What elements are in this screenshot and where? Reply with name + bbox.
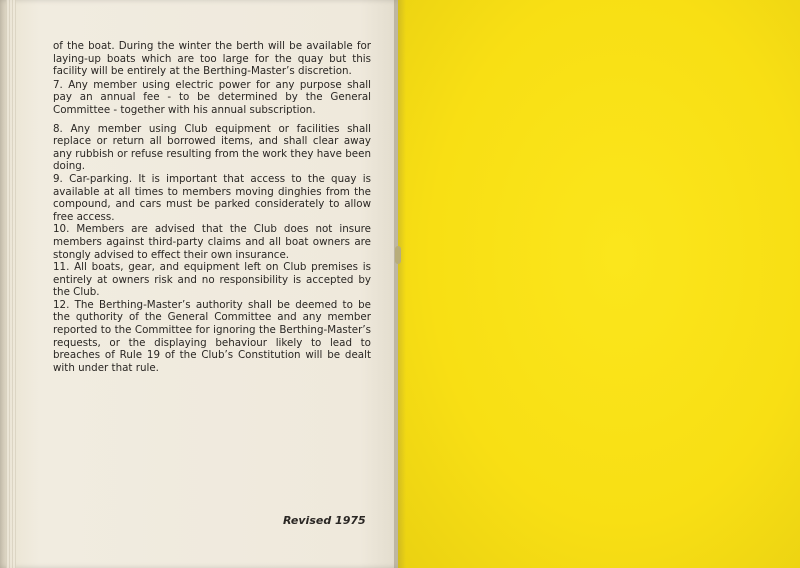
rule-11: 11. All boats, gear, and equipment left on Club premises is entirely at owners risk and no responsibility is accepted by the Club. [53, 261, 371, 299]
left-page [0, 0, 398, 568]
rule-8: 8. Any member using Club equipment or facilities shall replace or return all borrowed items, and shall clear away any rubbish or refuse resulting from the work they have been doing. [53, 122, 371, 173]
rule-12: 12. The Berthing-Master’s authority shall be deemed to be the quthority of the General Committee and any member reported to the Committee for ignoring the Berthing-Master’s requests, or the displaying behaviour likely to lead to breaches of Rule 19 of the Club’s Constitution will be dealt with under that rule. [53, 298, 371, 374]
rule-7: 7. Any member using electric power for any purpose shall pay an annual fee - to be determined by the General Committee - together with his annual subscription. [53, 78, 371, 116]
staple-notch [395, 246, 401, 264]
right-page-yellow-cover [398, 0, 800, 568]
paragraph-continuation: of the boat. During the winter the berth will be available for laying-up boats which are too large for the quay but this facility will be entirely at the Berthing-Master’s discretion. [53, 40, 371, 78]
rule-10: 10. Members are advised that the Club does not insure members against third-party claims and all boat owners are stongly advised to effect their own insurance. [53, 223, 371, 261]
rule-9: 9. Car-parking. It is important that access to the quay is available at all times to members moving dinghies from the compound, and cars must be parked considerately to allow free access. [53, 172, 371, 223]
revised-date: Revised 1975 [283, 514, 366, 527]
binding-gutter [394, 0, 406, 568]
rules-text [53, 40, 371, 374]
page-edges [6, 0, 16, 568]
